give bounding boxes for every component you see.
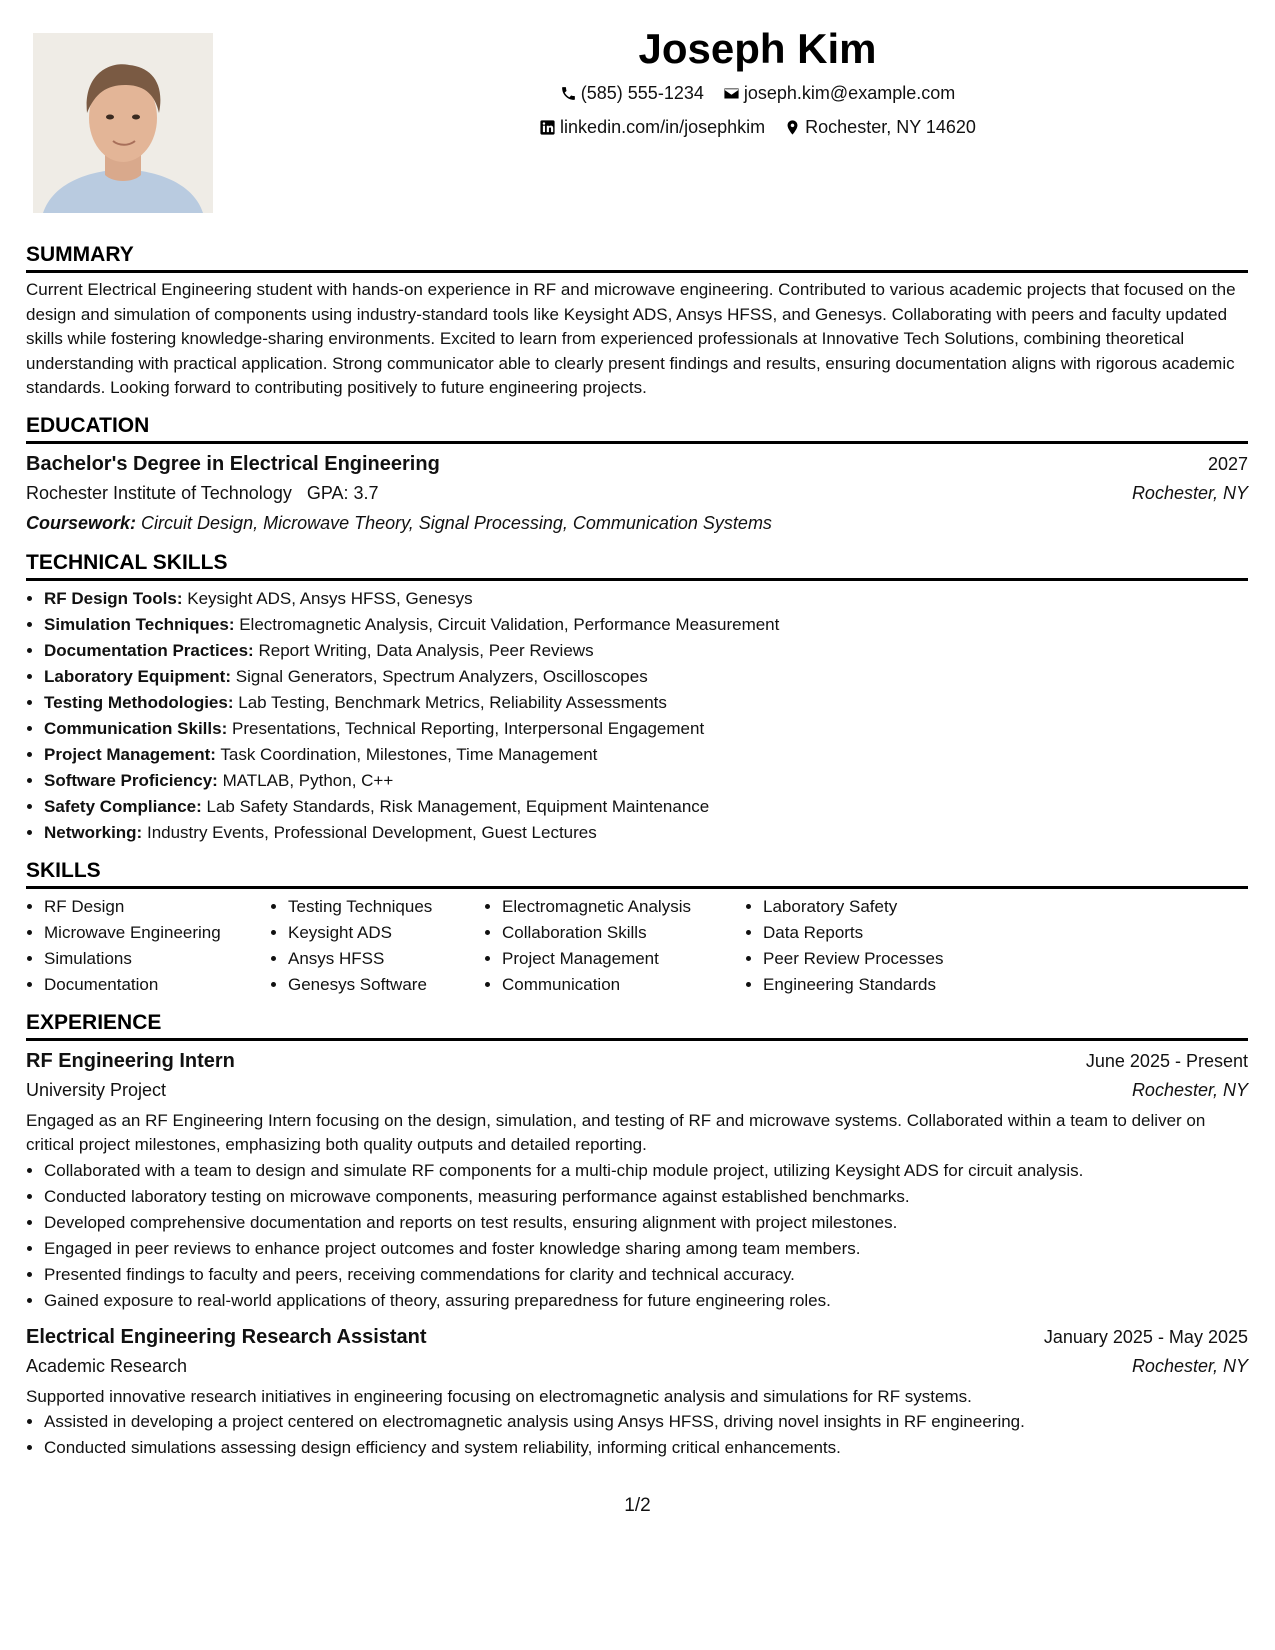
- list-item: • Laboratory Safety: [763, 894, 1063, 920]
- list-item: [44, 820, 1248, 846]
- list-item: • Conducted simulations assessing design efficiency and system reliability, informing critical enhancements.: [44, 1435, 1248, 1461]
- list-item: [44, 664, 1248, 690]
- linkedin-text: linkedin.com/in/josephkim: [560, 117, 766, 137]
- skill-label: Safety Compliance:: [44, 796, 202, 816]
- section-title: SKILLS: [26, 856, 1248, 889]
- job-description: Supported innovative research initiatives in engineering focusing on electromagnetic analysis and simulations for RF systems.: [26, 1386, 972, 1406]
- envelope-icon: [723, 85, 740, 102]
- list-item: • Conducted laboratory testing on microwave components, measuring performance against established benchmarks.: [44, 1184, 1248, 1210]
- skill-value: Task Coordination, Milestones, Time Management: [220, 744, 598, 764]
- school-line: [26, 479, 379, 508]
- skill-label: Laboratory Equipment:: [44, 666, 232, 686]
- skills-section: [26, 856, 1248, 998]
- phone-text: (585) 555-1234: [580, 83, 704, 103]
- list-item: • Engineering Standards: [763, 972, 1063, 998]
- list-item: • Documentation: [44, 972, 270, 998]
- linkedin[interactable]: [539, 112, 765, 143]
- section-title: EXPERIENCE: [26, 1008, 1248, 1041]
- skill-label: Documentation Practices:: [44, 640, 254, 660]
- skill-value: Report Writing, Data Analysis, Peer Reviews: [258, 640, 594, 660]
- location-text: Rochester, NY 14620: [805, 117, 976, 137]
- skill-label: Networking:: [44, 822, 143, 842]
- phone[interactable]: [560, 78, 704, 109]
- list-item: • Collaborated with a team to design and simulate RF components for a multi-chip module project, utilizing Keysight ADS for circuit analysis.: [44, 1158, 1248, 1184]
- list-item: [44, 586, 1248, 612]
- skill-label: Testing Methodologies:: [44, 692, 234, 712]
- skill-value: Signal Generators, Spectrum Analyzers, Oscilloscopes: [235, 666, 648, 686]
- education-section: [26, 411, 1248, 538]
- section-title: SUMMARY: [26, 240, 1248, 273]
- list-item: • Gained exposure to real-world applications of theory, assuring preparedness for future engineering roles.: [44, 1288, 1248, 1314]
- organization: University Project: [26, 1079, 167, 1100]
- coursework-label: Coursework:: [26, 512, 137, 533]
- technical-skills-section: [26, 548, 1248, 846]
- job-description: Engaged as an RF Engineering Intern focusing on the design, simulation, and testing of RF and microwave systems. Collaborated within a team to deliver on critical project milestones, emphasizing both quality outputs and detailed reporting.: [26, 1110, 1206, 1154]
- list-item: [44, 742, 1248, 768]
- coursework: [26, 508, 1248, 538]
- skill-value: Electromagnetic Analysis, Circuit Validation, Performance Measurement: [239, 614, 780, 634]
- candidate-name: Joseph Kim: [638, 25, 877, 72]
- skill-label: Software Proficiency:: [44, 770, 218, 790]
- skill-value: MATLAB, Python, C++: [222, 770, 394, 790]
- organization: Academic Research: [26, 1355, 188, 1376]
- list-item: [44, 690, 1248, 716]
- list-item: • Project Management: [502, 946, 745, 972]
- graduation-year: 2027: [1207, 453, 1248, 474]
- job-dates: June 2025 - Present: [1085, 1050, 1248, 1071]
- summary-text: Current Electrical Engineering student with hands-on experience in RF and microwave engineering. Contributed to various academic projects that focused on the design and simulation of components using industry-standard tools like Keysight ADS, Ansys HFSS, and Genesys. Collaborating with peers and faculty updated skills while fostering knowledge-sharing environments. Excited to learn from experienced professionals at Innovative Tech Solutions, combining theoretical understanding with practical application. Strong communicator able to clearly present findings and results, ensuring documentation aligns with rigorous academic standards. Looking forward to contributing positively to future engineering projects.: [26, 280, 1236, 397]
- skills-column: [270, 894, 484, 998]
- skill-value: Industry Events, Professional Development, Guest Lectures: [146, 822, 597, 842]
- email-text: joseph.kim@example.com: [743, 83, 956, 103]
- list-item: • RF Design: [44, 894, 270, 920]
- page-number: 1/2: [624, 1495, 651, 1516]
- list-item: • Keysight ADS: [288, 920, 484, 946]
- location: [784, 112, 976, 143]
- list-item: • Engaged in peer reviews to enhance project outcomes and foster knowledge sharing among team members.: [44, 1236, 1248, 1262]
- list-item: • Microwave Engineering: [44, 920, 270, 946]
- skill-value: Lab Testing, Benchmark Metrics, Reliability Assessments: [238, 692, 667, 712]
- technical-skills-list: [26, 586, 1248, 846]
- list-item: • Data Reports: [763, 920, 1063, 946]
- resume-content: [26, 240, 1248, 1471]
- list-item: [44, 768, 1248, 794]
- list-item: • Presented findings to faculty and peers, receiving commendations for clarity and technical accuracy.: [44, 1262, 1248, 1288]
- list-item: • Simulations: [44, 946, 270, 972]
- experience-section: [26, 1008, 1248, 1462]
- skills-column: [745, 894, 1063, 998]
- school-name: Rochester Institute of Technology: [26, 482, 292, 503]
- skill-value: Keysight ADS, Ansys HFSS, Genesys: [187, 588, 473, 608]
- list-item: • Genesys Software: [288, 972, 484, 998]
- list-item: • Testing Techniques: [288, 894, 484, 920]
- job-bullets: [26, 1409, 1248, 1461]
- skill-label: Communication Skills:: [44, 718, 228, 738]
- school-location: Rochester, NY: [1131, 482, 1248, 503]
- degree: Bachelor's Degree in Electrical Engineering: [26, 452, 440, 475]
- list-item: • Collaboration Skills: [502, 920, 745, 946]
- map-pin-icon: [784, 119, 801, 136]
- skills-grid: [26, 889, 1248, 998]
- list-item: [44, 716, 1248, 742]
- skill-label: Simulation Techniques:: [44, 614, 235, 634]
- gpa: GPA: 3.7: [306, 482, 379, 503]
- list-item: [44, 612, 1248, 638]
- list-item: • Communication: [502, 972, 745, 998]
- list-item: • Assisted in developing a project centered on electromagnetic analysis using Ansys HFSS, driving novel insights in RF engineering.: [44, 1409, 1248, 1435]
- profile-photo: [33, 33, 213, 213]
- section-title: TECHNICAL SKILLS: [26, 548, 1248, 581]
- skill-value: Presentations, Technical Reporting, Interpersonal Engagement: [231, 718, 705, 738]
- experience-entry: [26, 1046, 1248, 1314]
- email[interactable]: [723, 78, 955, 109]
- experience-entry: [26, 1322, 1248, 1462]
- summary-section: [26, 240, 1248, 401]
- contact-line-1: [240, 78, 1275, 112]
- list-item: • Electromagnetic Analysis: [502, 894, 745, 920]
- skills-column: [26, 894, 270, 998]
- list-item: • Ansys HFSS: [288, 946, 484, 972]
- skill-label: Project Management:: [44, 744, 216, 764]
- job-title: Electrical Engineering Research Assistant: [26, 1325, 427, 1348]
- job-bullets: [26, 1158, 1248, 1314]
- coursework-list: Circuit Design, Microwave Theory, Signal Processing, Communication Systems: [141, 512, 772, 533]
- job-dates: January 2025 - May 2025: [1043, 1326, 1248, 1347]
- job-title: RF Engineering Intern: [26, 1049, 235, 1072]
- job-location: Rochester, NY: [1131, 1079, 1248, 1100]
- list-item: [44, 794, 1248, 820]
- linkedin-icon: [539, 119, 556, 136]
- contact-line-2: [240, 112, 1275, 146]
- list-item: [44, 638, 1248, 664]
- list-item: • Peer Review Processes: [763, 946, 1063, 972]
- portrait-image: [33, 33, 213, 213]
- skill-value: Lab Safety Standards, Risk Management, Equipment Maintenance: [206, 796, 710, 816]
- phone-icon: [560, 85, 577, 102]
- header: [240, 20, 1275, 146]
- section-title: EDUCATION: [26, 411, 1248, 444]
- skills-column: [484, 894, 745, 998]
- skill-label: RF Design Tools:: [44, 588, 183, 608]
- job-location: Rochester, NY: [1131, 1355, 1248, 1376]
- list-item: • Developed comprehensive documentation and reports on test results, ensuring alignment with project milestones.: [44, 1210, 1248, 1236]
